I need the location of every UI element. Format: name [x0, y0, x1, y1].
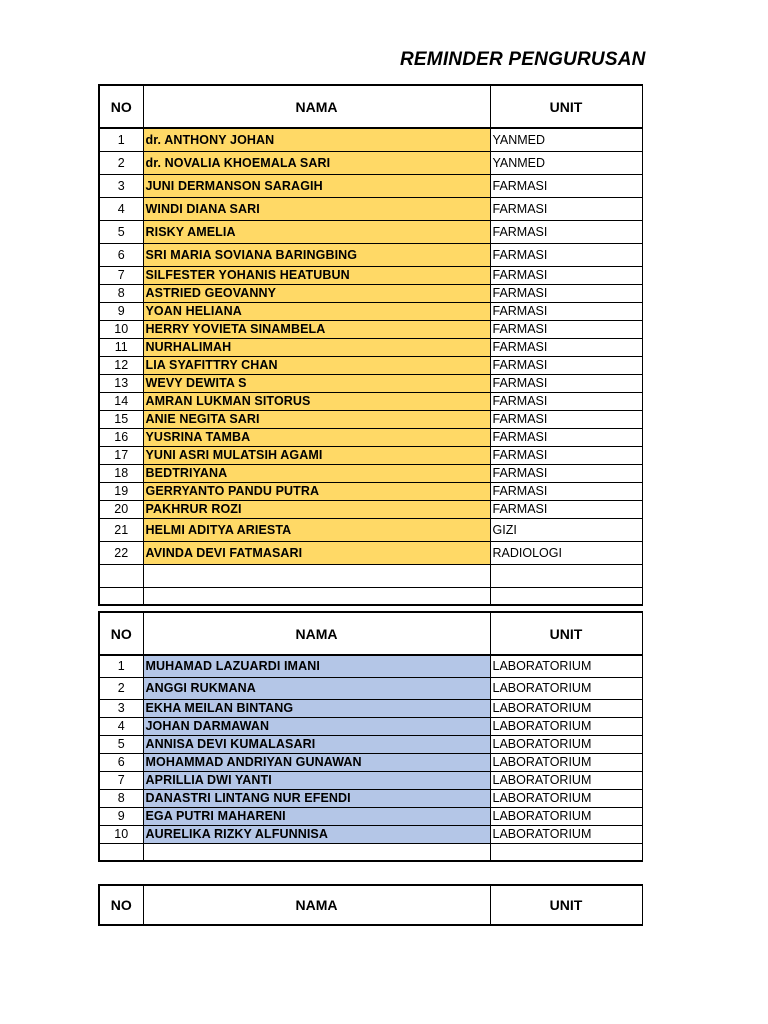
row-no: 16 — [99, 428, 143, 446]
table-row — [99, 220, 642, 243]
table-row — [99, 320, 642, 338]
table-row — [99, 356, 642, 374]
table-row — [99, 807, 642, 825]
table-row — [99, 500, 642, 518]
row-unit: FARMASI — [490, 197, 642, 220]
row-unit: GIZI — [490, 518, 642, 541]
table-row — [99, 174, 642, 197]
table-row — [99, 243, 642, 266]
row-unit: LABORATORIUM — [490, 677, 642, 699]
empty-cell — [490, 587, 642, 605]
row-no: 4 — [99, 197, 143, 220]
row-no: 22 — [99, 541, 143, 564]
staff-table-2 — [98, 611, 643, 862]
row-no: 7 — [99, 266, 143, 284]
row-nama: ANIE NEGITA SARI — [143, 410, 490, 428]
row-no: 21 — [99, 518, 143, 541]
row-no: 5 — [99, 220, 143, 243]
table-row — [99, 266, 642, 284]
empty-cell — [143, 843, 490, 861]
empty-cell — [99, 843, 143, 861]
row-unit: YANMED — [490, 128, 642, 151]
row-unit: FARMASI — [490, 220, 642, 243]
table-row — [99, 735, 642, 753]
empty-cell — [99, 564, 143, 587]
row-unit: FARMASI — [490, 374, 642, 392]
row-nama: LIA SYAFITTRY CHAN — [143, 356, 490, 374]
table-row — [99, 446, 642, 464]
table-row — [99, 151, 642, 174]
row-unit: FARMASI — [490, 356, 642, 374]
table-row — [99, 302, 642, 320]
row-unit: LABORATORIUM — [490, 655, 642, 677]
table-row — [99, 197, 642, 220]
staff-table-1 — [98, 84, 643, 606]
table-row — [99, 338, 642, 356]
header-no: NO — [99, 612, 143, 655]
row-unit: LABORATORIUM — [490, 807, 642, 825]
row-unit: LABORATORIUM — [490, 771, 642, 789]
row-no: 14 — [99, 392, 143, 410]
row-nama: HELMI ADITYA ARIESTA — [143, 518, 490, 541]
empty-cell — [99, 587, 143, 605]
row-nama: AMRAN LUKMAN SITORUS — [143, 392, 490, 410]
row-no: 6 — [99, 753, 143, 771]
row-no: 9 — [99, 807, 143, 825]
row-nama: MOHAMMAD ANDRIYAN GUNAWAN — [143, 753, 490, 771]
row-nama: WINDI DIANA SARI — [143, 197, 490, 220]
row-unit: FARMASI — [490, 428, 642, 446]
header-no: NO — [99, 885, 143, 925]
row-no: 1 — [99, 655, 143, 677]
row-no: 17 — [99, 446, 143, 464]
row-unit: FARMASI — [490, 174, 642, 197]
table-header-row — [99, 85, 642, 128]
row-unit: FARMASI — [490, 446, 642, 464]
empty-row — [99, 564, 642, 587]
table-row — [99, 771, 642, 789]
row-unit: LABORATORIUM — [490, 699, 642, 717]
row-no: 5 — [99, 735, 143, 753]
row-no: 8 — [99, 284, 143, 302]
row-nama: MUHAMAD LAZUARDI IMANI — [143, 655, 490, 677]
row-nama: APRILLIA DWI YANTI — [143, 771, 490, 789]
table-row — [99, 284, 642, 302]
row-unit: RADIOLOGI — [490, 541, 642, 564]
table-row — [99, 541, 642, 564]
table-row — [99, 128, 642, 151]
row-unit: FARMASI — [490, 284, 642, 302]
header-unit: UNIT — [490, 85, 642, 128]
row-nama: PAKHRUR ROZI — [143, 500, 490, 518]
empty-cell — [143, 564, 490, 587]
table-header-row — [99, 885, 642, 925]
empty-cell — [490, 843, 642, 861]
header-unit: UNIT — [490, 885, 642, 925]
header-nama: NAMA — [143, 612, 490, 655]
row-no: 3 — [99, 699, 143, 717]
row-no: 10 — [99, 825, 143, 843]
row-nama: dr. NOVALIA KHOEMALA SARI — [143, 151, 490, 174]
row-no: 12 — [99, 356, 143, 374]
row-nama: DANASTRI LINTANG NUR EFENDI — [143, 789, 490, 807]
empty-row — [99, 843, 642, 861]
row-nama: YUSRINA TAMBA — [143, 428, 490, 446]
row-no: 2 — [99, 151, 143, 174]
row-nama: GERRYANTO PANDU PUTRA — [143, 482, 490, 500]
page-title: REMINDER PENGURUSAN — [400, 49, 646, 70]
row-unit: LABORATORIUM — [490, 753, 642, 771]
empty-cell — [143, 587, 490, 605]
table-row — [99, 789, 642, 807]
row-no: 6 — [99, 243, 143, 266]
table-row — [99, 699, 642, 717]
table-row — [99, 428, 642, 446]
table-row — [99, 518, 642, 541]
table-row — [99, 392, 642, 410]
row-nama: HERRY YOVIETA SINAMBELA — [143, 320, 490, 338]
row-unit: FARMASI — [490, 338, 642, 356]
row-no: 13 — [99, 374, 143, 392]
row-nama: SILFESTER YOHANIS HEATUBUN — [143, 266, 490, 284]
row-unit: YANMED — [490, 151, 642, 174]
row-nama: RISKY AMELIA — [143, 220, 490, 243]
row-unit: FARMASI — [490, 464, 642, 482]
table-row — [99, 410, 642, 428]
row-no: 10 — [99, 320, 143, 338]
row-nama: SRI MARIA SOVIANA BARINGBING — [143, 243, 490, 266]
row-nama: AVINDA DEVI FATMASARI — [143, 541, 490, 564]
row-unit: FARMASI — [490, 320, 642, 338]
row-unit: FARMASI — [490, 482, 642, 500]
row-unit: FARMASI — [490, 302, 642, 320]
row-unit: LABORATORIUM — [490, 735, 642, 753]
row-nama: EGA PUTRI MAHARENI — [143, 807, 490, 825]
row-unit: FARMASI — [490, 243, 642, 266]
row-nama: ANGGI RUKMANA — [143, 677, 490, 699]
table-header-row — [99, 612, 642, 655]
staff-table-3 — [98, 884, 643, 926]
row-unit: FARMASI — [490, 266, 642, 284]
row-nama: NURHALIMAH — [143, 338, 490, 356]
table-row — [99, 374, 642, 392]
row-nama: BEDTRIYANA — [143, 464, 490, 482]
row-nama: ANNISA DEVI KUMALASARI — [143, 735, 490, 753]
row-unit: FARMASI — [490, 392, 642, 410]
row-unit: LABORATORIUM — [490, 789, 642, 807]
table-row — [99, 717, 642, 735]
header-unit: UNIT — [490, 612, 642, 655]
row-no: 11 — [99, 338, 143, 356]
row-no: 20 — [99, 500, 143, 518]
row-no: 1 — [99, 128, 143, 151]
row-no: 9 — [99, 302, 143, 320]
header-nama: NAMA — [143, 85, 490, 128]
row-no: 19 — [99, 482, 143, 500]
row-nama: dr. ANTHONY JOHAN — [143, 128, 490, 151]
row-nama: YUNI ASRI MULATSIH AGAMI — [143, 446, 490, 464]
row-nama: YOAN HELIANA — [143, 302, 490, 320]
table-row — [99, 464, 642, 482]
row-nama: AURELIKA RIZKY ALFUNNISA — [143, 825, 490, 843]
row-unit: FARMASI — [490, 500, 642, 518]
row-no: 3 — [99, 174, 143, 197]
row-no: 4 — [99, 717, 143, 735]
table-row — [99, 677, 642, 699]
row-no: 18 — [99, 464, 143, 482]
row-nama: JUNI DERMANSON SARAGIH — [143, 174, 490, 197]
header-no: NO — [99, 85, 143, 128]
row-nama: ASTRIED GEOVANNY — [143, 284, 490, 302]
row-unit: FARMASI — [490, 410, 642, 428]
row-no: 7 — [99, 771, 143, 789]
row-nama: WEVY DEWITA S — [143, 374, 490, 392]
table-row — [99, 753, 642, 771]
table-row — [99, 655, 642, 677]
empty-cell — [490, 564, 642, 587]
row-no: 2 — [99, 677, 143, 699]
row-nama: EKHA MEILAN BINTANG — [143, 699, 490, 717]
table-row — [99, 482, 642, 500]
row-nama: JOHAN DARMAWAN — [143, 717, 490, 735]
row-unit: LABORATORIUM — [490, 825, 642, 843]
row-no: 15 — [99, 410, 143, 428]
row-no: 8 — [99, 789, 143, 807]
header-nama: NAMA — [143, 885, 490, 925]
row-unit: LABORATORIUM — [490, 717, 642, 735]
table-row — [99, 825, 642, 843]
empty-row — [99, 587, 642, 605]
